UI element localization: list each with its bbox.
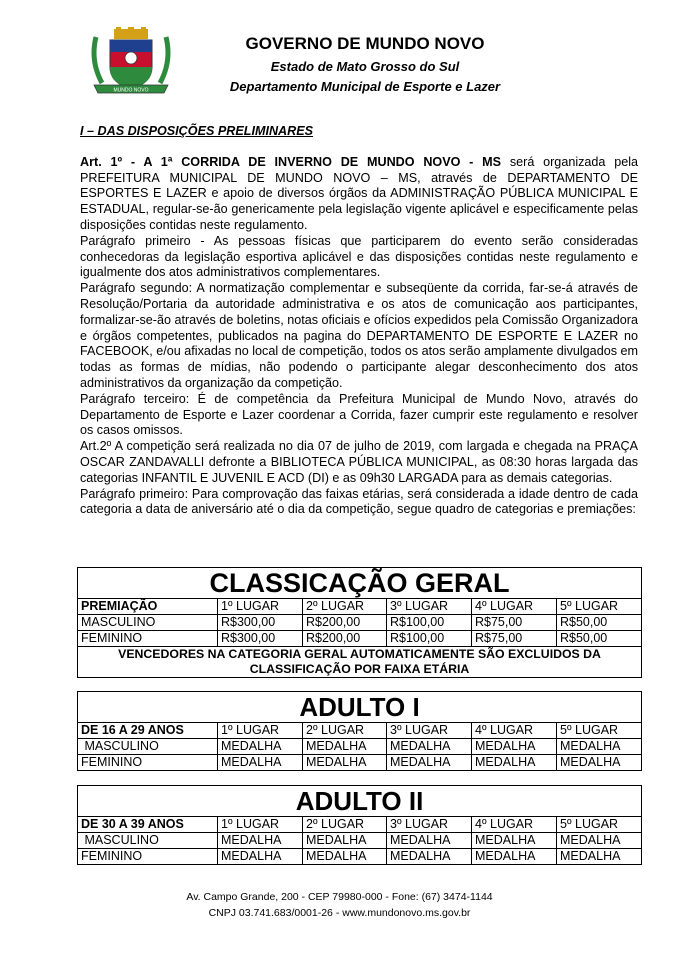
header-cell: DE 16 A 29 ANOS (78, 723, 218, 739)
header-cell: 4º LUGAR (472, 817, 557, 833)
table-row (78, 739, 642, 755)
table-row (78, 631, 642, 647)
table-row (78, 615, 642, 631)
article-1 (80, 155, 638, 234)
regulation-body (80, 124, 638, 518)
municipal-coat-of-arms-icon (88, 27, 174, 99)
paragraph-2: Parágrafo segundo: A normatização complementar e subseqüente da corrida, far-se-á através de Resolução/Portaria da autoridade administrativa e os atos de comunicação aos participantes, formalizar-se-ão através de boletins, notas oficiais e ofícios expedidos pela Comissão Organizadora e órgãos competentes, publicados na pagina do DEPARTAMENTO DE ESPORTE E LAZER no FACEBOOK, e/ou afixadas no local de competição, todos os atos serão amplamente divulgados em todas as formas de mídias, não podendo o participante alegar desconhecimento dos atos administrativos da organização da competição. (80, 281, 638, 390)
header-cell: PREMIAÇÃO (78, 599, 218, 615)
exclusion-note-line-1: VENCEDORES NA CATEGORIA GERAL AUTOMATICAMENTE SÃO EXCLUIDOS DA (118, 647, 601, 661)
table-row (78, 833, 642, 849)
header-cell: 3º LUGAR (387, 723, 472, 739)
table-cell: FEMININO (78, 631, 218, 647)
table-cell: MEDALHA (557, 849, 642, 865)
header-cell: 1º LUGAR (218, 817, 303, 833)
header-cell: DE 30 A 39 ANOS (78, 817, 218, 833)
article-1-text: será organizada pela PREFEITURA MUNICIPAL DE MUNDO NOVO – MS, através de DEPARTAMENTO DE ESPORTES E LAZER e apoio de diversos órgãos da ADMINISTRAÇÃO PÚBLICA MUNICIPAL E ESTADUAL, regular-se-ão genericamente pela legislação vigente aplicável e especificamente pelas disposições contidas neste regulamento. (80, 154, 639, 232)
header-cell: 5º LUGAR (557, 817, 642, 833)
table-cell: MEDALHA (303, 755, 387, 771)
table-cell: MEDALHA (218, 755, 303, 771)
table-cell: R$100,00 (387, 631, 472, 647)
table-cell: MEDALHA (557, 739, 642, 755)
table-header-row (78, 817, 642, 833)
table-cell: R$300,00 (218, 615, 303, 631)
table-header-row (78, 599, 642, 615)
table-title: CLASSICAÇÃO GERAL (78, 568, 642, 599)
article-1-prefix: Art. 1º - (80, 154, 144, 169)
header-cell: 5º LUGAR (557, 599, 642, 615)
table-cell: R$200,00 (303, 631, 387, 647)
article-2-paragraph-1: Parágrafo primeiro: Para comprovação das faixas etárias, será considerada a idade dentro de cada categoria a data de aniversário até o dia da competição, segue quadro de categorias e premiações: (80, 486, 638, 517)
header-cell: 4º LUGAR (472, 599, 557, 615)
header-cell: 1º LUGAR (218, 599, 303, 615)
table-cell: MEDALHA (387, 755, 472, 771)
exclusion-note-line-2: CLASSIFICAÇÃO POR FAIXA ETÁRIA (249, 662, 470, 676)
table-cell: R$50,00 (557, 631, 642, 647)
footer-address: Av. Campo Grande, 200 - CEP 79980-000 - Fone: (67) 3474-1144 (186, 891, 493, 903)
table-cell: MEDALHA (557, 755, 642, 771)
state-subtitle: Estado de Mato Grosso do Sul (270, 59, 460, 74)
table-cell: MEDALHA (387, 833, 472, 849)
table-cell: MEDALHA (472, 755, 557, 771)
exclusion-note (78, 647, 642, 678)
general-classification-table (77, 567, 642, 678)
table-cell: MASCULINO (78, 739, 218, 755)
table-cell: MEDALHA (218, 849, 303, 865)
table-cell: FEMININO (78, 849, 218, 865)
table-cell: MEDALHA (303, 833, 387, 849)
table-cell: MEDALHA (387, 739, 472, 755)
table-header-row (78, 723, 642, 739)
government-title: GOVERNO DE MUNDO NOVO (245, 34, 485, 53)
table-cell: MEDALHA (557, 833, 642, 849)
department-subtitle: Departamento Municipal de Esporte e Lazer (229, 79, 501, 94)
table-cell: MEDALHA (218, 739, 303, 755)
event-name: A 1ª CORRIDA DE INVERNO DE MUNDO NOVO - MS (143, 154, 502, 169)
table-cell: FEMININO (78, 755, 218, 771)
paragraph-1: Parágrafo primeiro - As pessoas físicas que participarem do evento serão consideradas conhecedoras da legislação esportiva aplicável e das disposições contidas neste regulamento e igualmente dos atos administrativos complementares. (80, 233, 638, 280)
table-cell: MEDALHA (303, 849, 387, 865)
section-title: I – DAS DISPOSIÇÕES PRELIMINARES (80, 124, 314, 138)
table-cell: R$100,00 (387, 615, 472, 631)
table-title: ADULTO II (78, 786, 642, 817)
table-cell: R$50,00 (557, 615, 642, 631)
header-cell: 2º LUGAR (303, 723, 387, 739)
table-cell: MEDALHA (218, 833, 303, 849)
table-title: ADULTO I (78, 692, 642, 723)
header-cell: 2º LUGAR (303, 599, 387, 615)
header-cell: 2º LUGAR (303, 817, 387, 833)
table-row (78, 849, 642, 865)
table-cell: MEDALHA (303, 739, 387, 755)
article-2: Art.2º A competição será realizada no dia 07 de julho de 2019, com largada e chegada na PRAÇA OSCAR ZANDAVALLI defronte a BIBLIOTECA PÚBLICA MUNICIPAL, as 08:30 horas largada das categorias INFANTIL E JUVENIL E ACD (DI) e as 09h30 LARGADA para as demais categorias. (80, 439, 638, 485)
adult-2-table (77, 785, 642, 865)
table-cell: MEDALHA (472, 739, 557, 755)
table-cell: MASCULINO (78, 615, 218, 631)
table-row (78, 755, 642, 771)
header-cell: 4º LUGAR (472, 723, 557, 739)
table-cell: R$75,00 (472, 631, 557, 647)
table-cell: MEDALHA (387, 849, 472, 865)
table-cell: MEDALHA (472, 849, 557, 865)
header-cell: 3º LUGAR (387, 817, 472, 833)
table-cell: MASCULINO (78, 833, 218, 849)
header-cell: 3º LUGAR (387, 599, 472, 615)
adult-1-table (77, 691, 642, 771)
header-cell: 1º LUGAR (218, 723, 303, 739)
table-cell: R$75,00 (472, 615, 557, 631)
letterhead (0, 0, 679, 110)
crest-banner-text: MUNDO NOVO (113, 87, 149, 94)
table-cell: R$200,00 (303, 615, 387, 631)
header-cell: 5º LUGAR (557, 723, 642, 739)
table-cell: MEDALHA (472, 833, 557, 849)
paragraph-3: Parágrafo terceiro: É de competência da Prefeitura Municipal de Mundo Novo, através do Departamento de Esporte e Lazer coordenar a Corrida, fazer cumprir este regulamento e resolver os casos omissos. (80, 391, 638, 438)
table-cell: R$300,00 (218, 631, 303, 647)
footer-cnpj: CNPJ 03.741.683/0001-26 - www.mundonovo.ms.gov.br (208, 907, 471, 919)
